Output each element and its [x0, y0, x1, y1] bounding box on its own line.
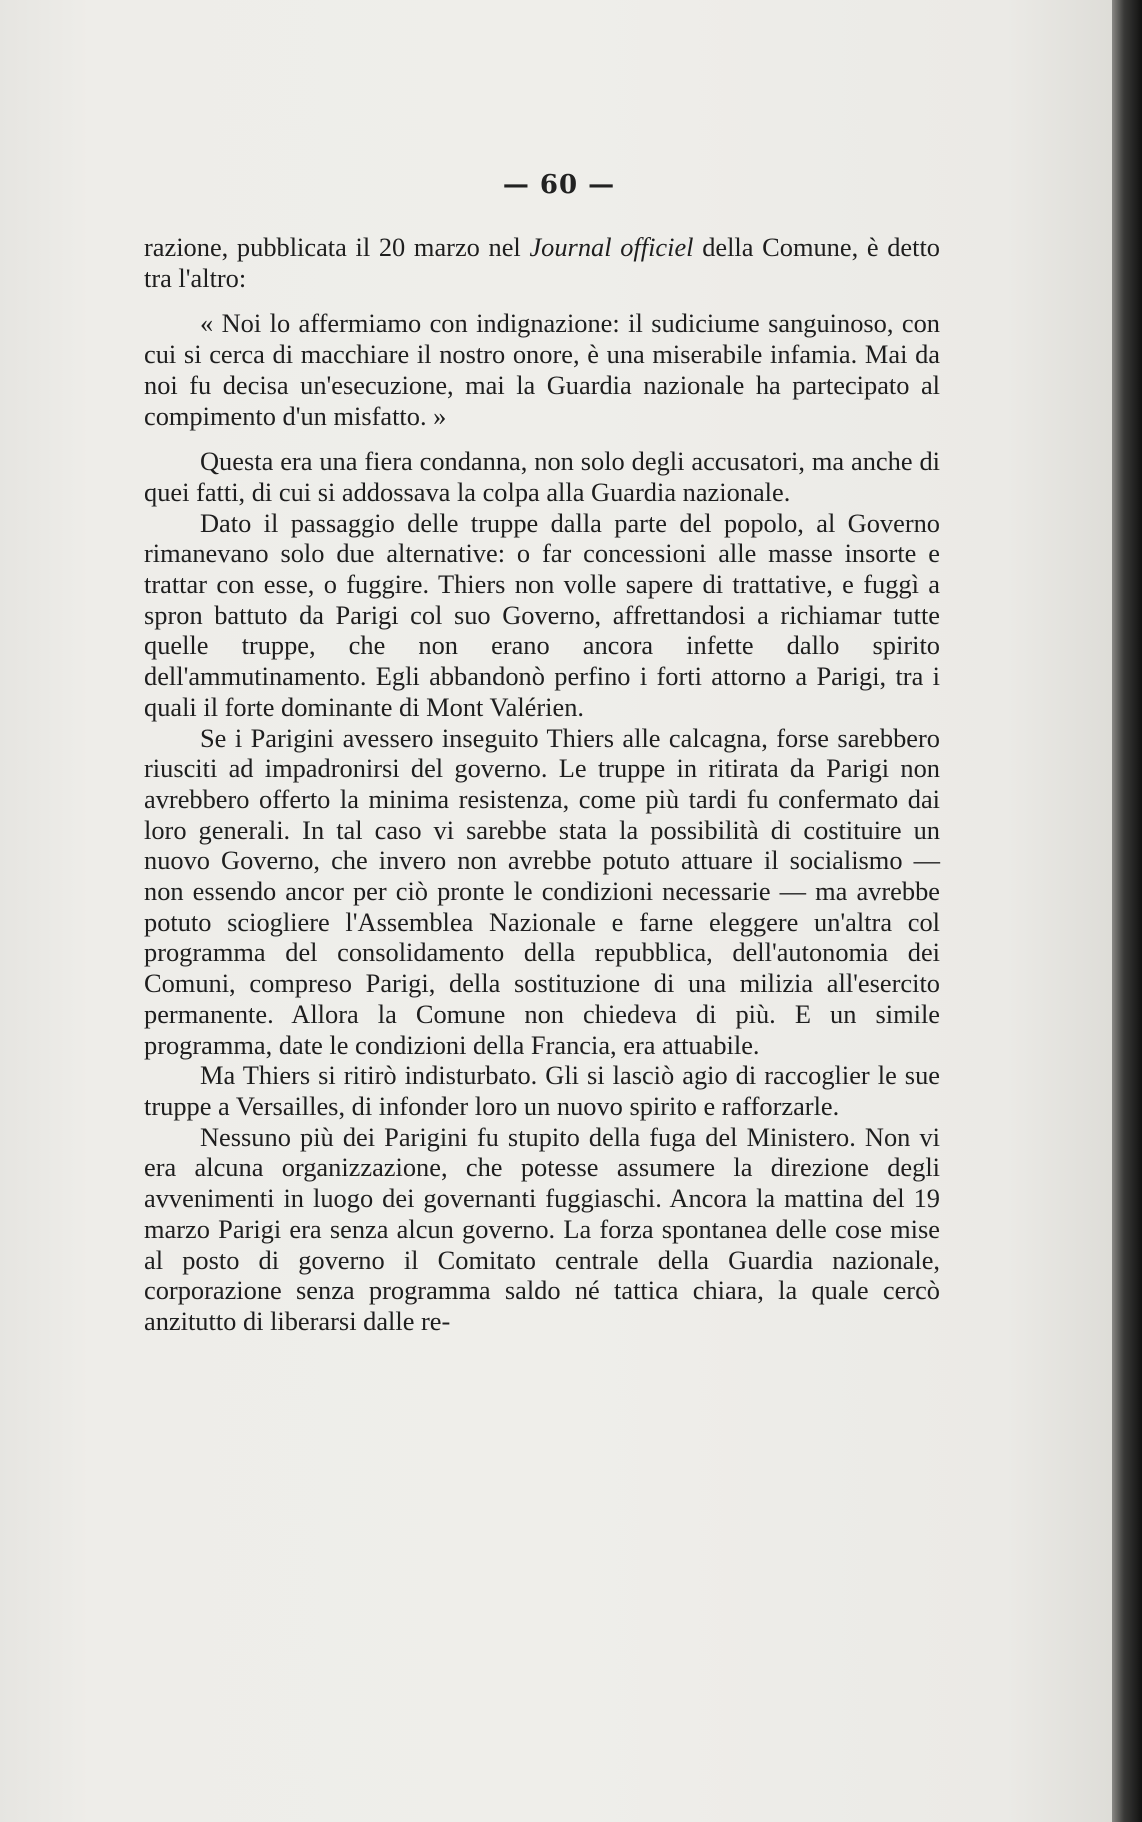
page-number: — 60 — — [502, 170, 616, 200]
paragraph-4: Dato il passaggio delle truppe dalla parte del popolo, al Governo rimanevano solo due alternative: o far concessioni alle masse insorte e trattar con esse, o fuggire. Thiers non volle sapere di trattative, e fuggì a spron battuto da Parigi col suo Governo, affrettandosi a richiamar tutte quelle truppe, che non erano ancora infette dallo spirito dell'ammutinamento. Egli abbandonò perfino i forti attorno a Parigi, tra i quali il forte dominante di Mont Valérien. — [144, 507, 940, 722]
paragraph-5: Se i Parigini avessero inseguito Thiers alle calcagna, forse sarebbero riusciti ad impadronirsi del governo. Le truppe in ritirata da Parigi non avrebbero offerto la minima resistenza, come più tardi fu confermato dai loro generali. In tal caso vi sarebbe stata la possibilità di costituire un nuovo Governo, che invero non avrebbe potuto attuare il socialismo — non essendo ancor per ciò pronte le condizioni necessarie — ma avrebbe potuto sciogliere l'Assemblea Nazionale e farne eleggere un'altra col programma del consolidamento della repubblica, dell'autonomia dei Comuni, compreso Parigi, della sostituzione di una milizia all'esercito permanente. Allora la Comune non chiedeva di più. E un simile programma, date le condizioni della Francia, era attuabile. — [144, 722, 940, 1060]
paragraph-1 — [144, 232, 940, 293]
paragraph-6: Ma Thiers si ritirò indisturbato. Gli si lasciò agio di raccoglier le sue truppe a Versailles, di infonder loro un nuovo spirito e rafforzarle. — [144, 1060, 940, 1121]
paragraph-1-start: razione, pubblicata il 20 marzo nel — [144, 232, 530, 262]
paragraph-1-end: della Comune, è detto tra l'altro: — [144, 232, 941, 293]
quotation-paragraph: « Noi lo affermiamo con indignazione: il sudiciume sanguinoso, con cui si cerca di macchiare il nostro onore, è una miserabile infamia. Mai da noi fu decisa un'esecuzione, mai la Guardia nazionale ha partecipato al compimento d'un misfatto. » — [144, 308, 940, 431]
spacer — [144, 431, 940, 446]
page-edge-shadow — [1112, 0, 1142, 1822]
spacer — [144, 293, 940, 308]
paragraph-7: Nessuno più dei Parigini fu stupito della fuga del Ministero. Non vi era alcuna organizzazione, che potesse assumere la direzione degli avvenimenti in luogo dei governanti fuggiaschi. Ancora la mattina del 19 marzo Parigi era senza alcun governo. La forza spontanea delle cose mise al posto di governo il Comitato centrale della Guardia nazionale, corporazione senza programma saldo né tattica chiara, la quale cercò anzitutto di liberarsi dalle re- — [144, 1121, 940, 1336]
body-text — [144, 232, 940, 1337]
journal-title: Journal officiel — [529, 232, 694, 262]
paragraph-3: Questa era una fiera condanna, non solo degli accusatori, ma anche di quei fatti, di cui si addossava la colpa alla Guardia nazionale. — [144, 446, 940, 507]
